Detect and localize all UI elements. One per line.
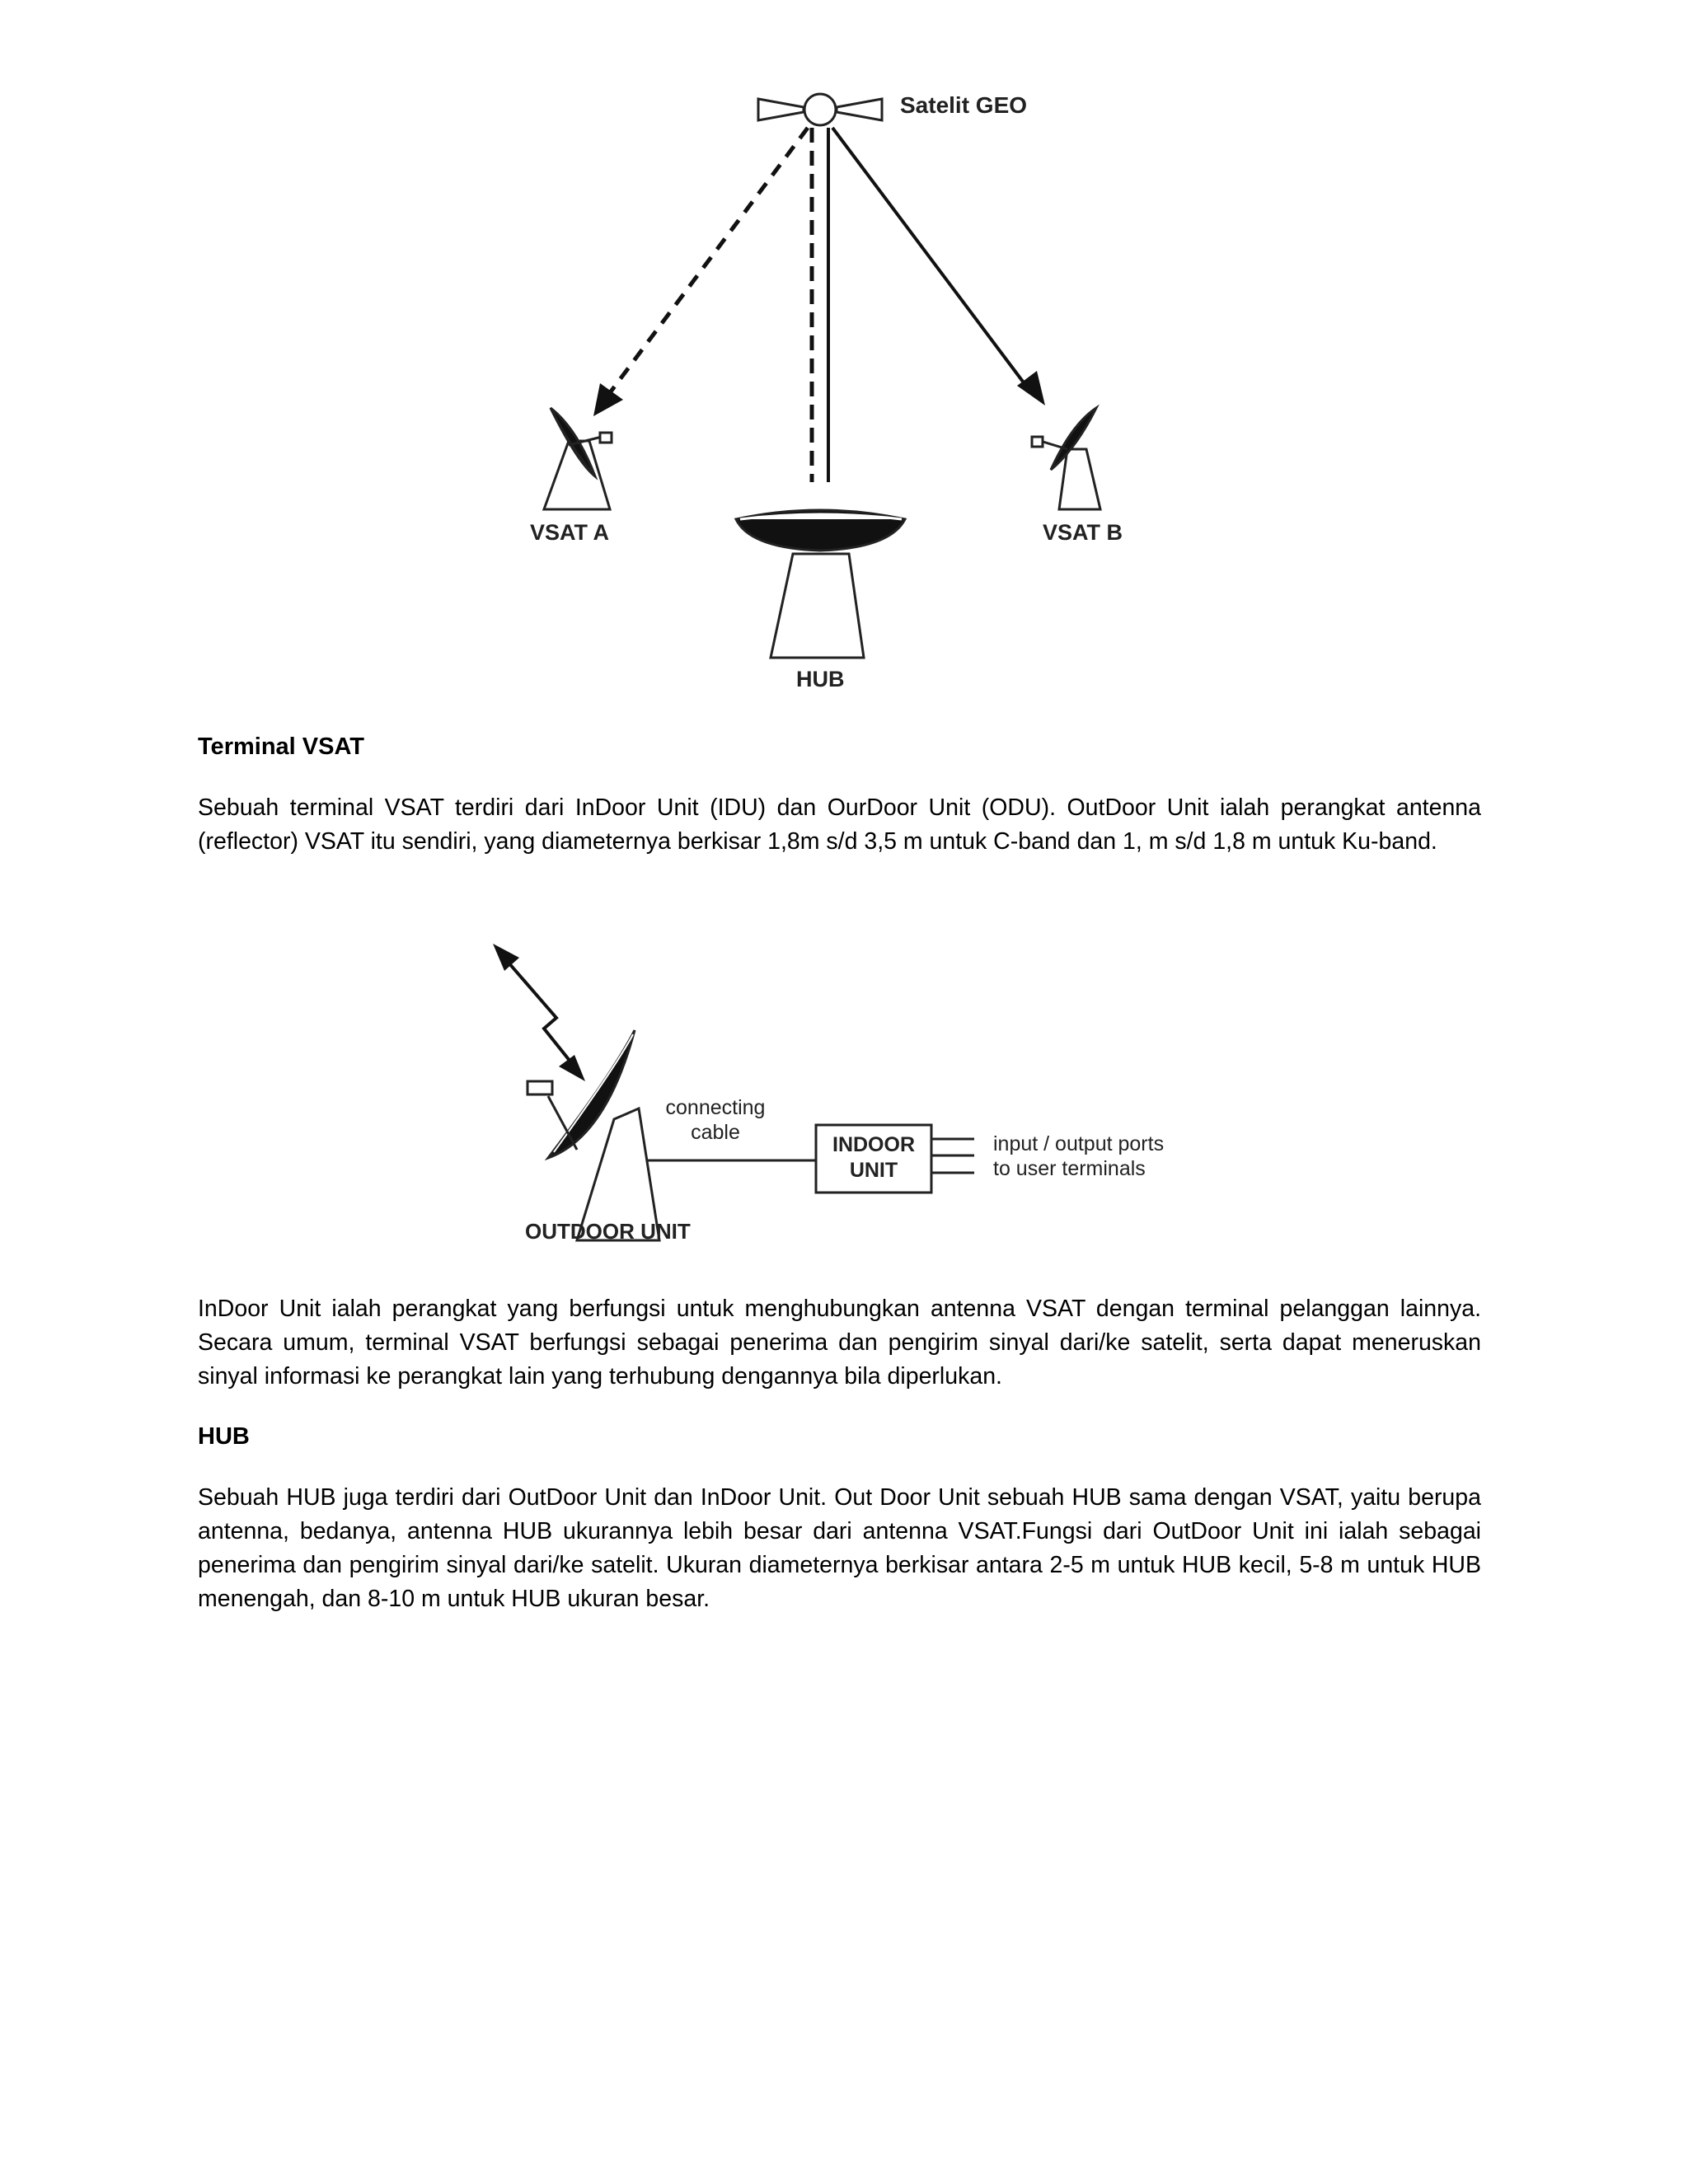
connecting-cable-label-line2: cable [691, 1121, 740, 1144]
ports-label-line1: input / output ports [993, 1132, 1165, 1155]
port-lines [931, 1139, 974, 1173]
vsat-a-label: VSAT A [530, 520, 610, 545]
hub-label: HUB [796, 667, 845, 691]
arrow-to-vsat-b-icon [1017, 371, 1045, 405]
downlink-line-vsat-b [832, 128, 1030, 391]
vsat-b-antenna-icon [1032, 408, 1100, 509]
outdoor-unit-label: OUTDOOR UNIT [525, 1219, 691, 1244]
vsat-network-diagram [495, 66, 1236, 717]
hub-antenna-icon [736, 510, 905, 658]
heading-terminal-vsat: Terminal VSAT [198, 733, 364, 760]
paragraph-hub: Sebuah HUB juga terdiri dari OutDoor Unit dan InDoor Unit. Out Door Unit sebuah HUB sama dengan VSAT, yaitu berupa antenna, bedanya, antenna HUB ukurannya lebih besar dari antenna VSAT.Fungsi dari OutDoor Unit ini ialah sebagai penerima dan pengirim sinyal dari/ke satelit. Ukuran diameternya berkisar antara 2-5 m untuk HUB kecil, 5-8 m untuk HUB menengah, dan 8-10 m untuk HUB ukuran besar. [198, 1484, 1481, 1612]
indoor-unit-label-line1: INDOOR [832, 1133, 915, 1156]
heading-hub: HUB [198, 1423, 250, 1450]
ports-label-line2: to user terminals [993, 1157, 1146, 1180]
indoor-unit-label-line2: UNIT [849, 1159, 898, 1182]
paragraph-terminal-vsat: Sebuah terminal VSAT terdiri dari InDoor Unit (IDU) dan OurDoor Unit (ODU). OutDoor Unit ialah perangkat antenna (reflector) VSAT itu sendiri, yang diameternya berkisar 1,8m s/d 3,5 m untuk C-band dan 1, m s/d 1,8 m untuk Ku-band. [198, 794, 1481, 855]
satellite-icon [758, 94, 882, 125]
uplink-dashed-line-vsat-a [602, 128, 808, 404]
paragraph-indoor-unit: InDoor Unit ialah perangkat yang berfungsi untuk menghubungkan antenna VSAT dengan terminal pelanggan lainnya. Secara umum, terminal VSAT berfungsi sebagai penerima dan pengirim sinyal dari/ke satelit, serta dapat meneruskan sinyal informasi ke perangkat lain yang terhubung dengannya bila diperlukan. [198, 1296, 1481, 1390]
satellite-label: Satelit GEO [900, 92, 1028, 118]
vsat-a-antenna-icon [544, 408, 612, 509]
outdoor-antenna-icon [528, 1030, 659, 1240]
vsat-b-label: VSAT B [1043, 520, 1123, 545]
arrow-to-vsat-a-icon [593, 383, 623, 416]
signal-zigzag-icon [493, 944, 585, 1081]
vsat-terminal-diagram [478, 940, 1236, 1277]
connecting-cable-label-line1: connecting [665, 1096, 766, 1119]
